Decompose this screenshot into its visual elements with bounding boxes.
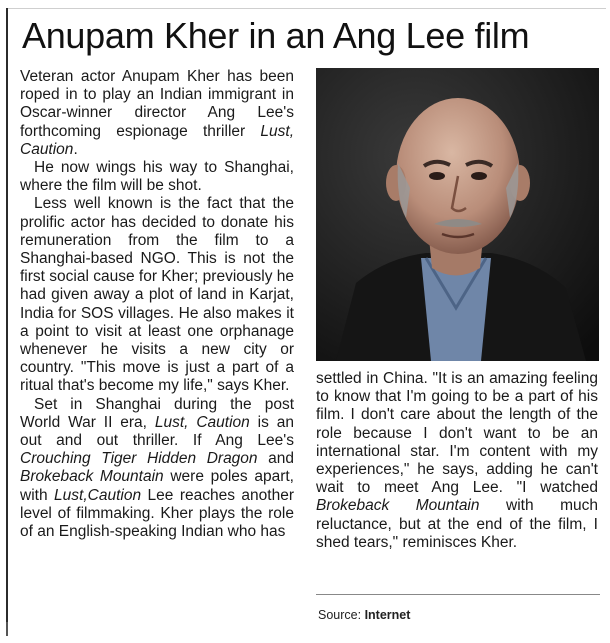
film-title: Brokeback Mountain xyxy=(316,497,480,515)
left-column xyxy=(20,68,294,541)
portrait-photo xyxy=(316,68,599,361)
text: . xyxy=(73,140,78,158)
text: Lee reaches another level of filmmaking. Kher plays the role of an English-speaking Indian who has xyxy=(20,486,295,541)
text: and xyxy=(257,450,294,468)
text: with much reluctance, but at the end of the film, I shed tears," reminisces Kher. xyxy=(316,497,598,551)
film-title: Lust,Caution xyxy=(54,486,142,504)
source-value: Internet xyxy=(364,608,411,622)
source-label: Source: xyxy=(318,608,365,622)
paragraph-4 xyxy=(20,396,294,542)
source-divider xyxy=(316,594,600,595)
paragraph-3: Less well known is the fact that the prolific actor has decided to donate his remuneration from the film to a Shanghai-based NGO. This is not the first social cause for Kher; previously he had given away a plot of land in Karjat, India for SOS villages. He also makes it a point to visit at least one orphanage whenever he visits a new city or country. "This move is just a part of a ritual that's become my life," says Kher. xyxy=(20,195,294,395)
paragraph-5 xyxy=(316,370,598,552)
film-title: Lust, Caution xyxy=(154,413,250,431)
paragraph-2: He now wings his way to Shanghai, where the film will be shot. xyxy=(20,159,294,195)
text: Veteran actor Anupam Kher has been roped in to play an Indian immigrant in Oscar-winner director Ang Lee's forthcoming espionage thriller xyxy=(20,68,294,140)
text: were poles apart, with xyxy=(20,468,294,504)
top-rule xyxy=(6,8,606,9)
film-title: Brokeback Mountain xyxy=(20,468,164,486)
text: is an out and out thriller. If Ang Lee's xyxy=(20,413,294,450)
film-title: Crouching Tiger Hidden Dragon xyxy=(20,450,258,468)
corner-tick xyxy=(6,622,8,636)
portrait-illustration xyxy=(316,68,599,361)
left-rule xyxy=(6,8,8,636)
film-title: Lust, Caution xyxy=(20,122,294,158)
source-credit xyxy=(318,608,410,622)
text: settled in China. "It is an amazing feeling to know that I'm going to be a part of his film. I don't care about the length of the role because I don't want to be an international star. I'm content with my experiences," he says, adding he can't wait to meet Ang Lee. "I watched xyxy=(316,370,598,497)
headline: Anupam Kher in an Ang Lee film xyxy=(22,15,530,56)
paragraph-1 xyxy=(20,68,294,159)
right-column xyxy=(316,370,598,552)
text: Set in Shanghai during the post World War II era, xyxy=(20,395,294,431)
